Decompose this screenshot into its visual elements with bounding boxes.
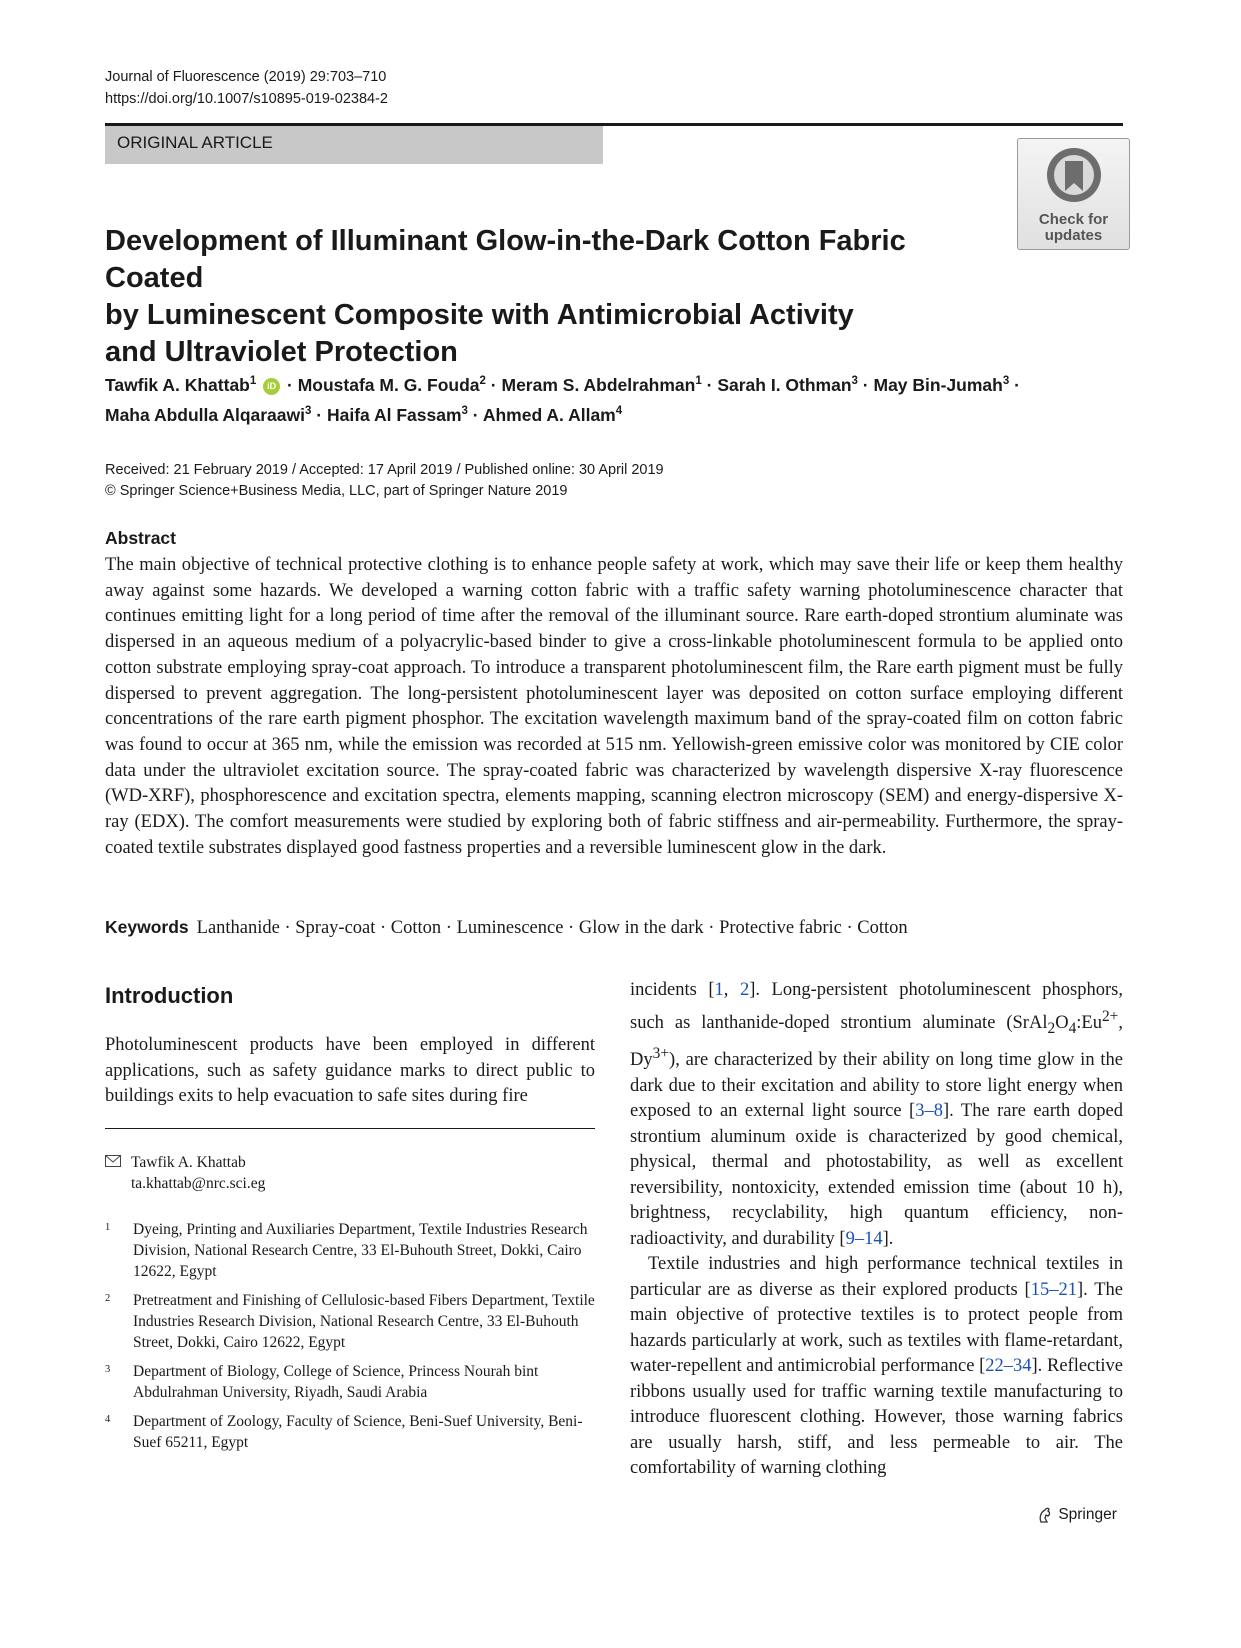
keywords-heading: Keywords: [105, 917, 189, 937]
subscript: 4: [1068, 1019, 1077, 1037]
affiliation-marker: 3: [1002, 375, 1010, 387]
affiliation-marker: 1: [249, 375, 257, 387]
paragraph: [630, 1252, 1123, 1482]
corresponding-email[interactable]: ta.khattab@nrc.sci.eg: [131, 1175, 266, 1192]
corresponding-author: [105, 1152, 265, 1194]
abstract-heading: Abstract: [105, 528, 176, 548]
text-run: Textile industries and high performance technical textiles in particular are as diverse as their explored products [: [630, 1254, 1123, 1300]
affiliation-marker: 2: [479, 375, 486, 387]
affiliation-marker: 3: [851, 375, 858, 387]
author-list: Tawfik A. Khattab$^1$ iD · Moustafa M. G. Fouda$^2$ · Meram S. Abdelrahman$^1$ · Sarah I. Othman$^3$ · May Bin-Jumah$^3$ · Maha Abdulla Alqaraawi$^3$ · Haifa Al Fassam$^3$ · Ahmed A. Allam$^4$: [105, 374, 1020, 425]
affiliation-text: Pretreatment and Finishing of Cellulosic-based Fibers Department, Textile Industries Research Division, National Research Centre, 33 El-Buhouth Street, Dokki, Cairo 12622, Egypt: [133, 1292, 595, 1351]
text-run: ]. Reflective ribbons usually used for traffic warning textile manufacturing to introduce fluorescent clothing. However, those warning fabrics are usually harsh, stiff, and less permeable to air. The comfortability of warning clothing: [630, 1356, 1123, 1478]
envelope-icon: [105, 1152, 131, 1173]
citation-link[interactable]: 1: [714, 980, 724, 1000]
author-name[interactable]: Meram S. Abdelrahman: [501, 374, 696, 395]
author-name[interactable]: Moustafa M. G. Fouda: [297, 374, 480, 395]
footnote-rule: [105, 1128, 595, 1129]
publication-dates: [105, 460, 664, 502]
text-run: ]. The rare earth doped strontium aluminum oxide is characterized by good chemical, physical, thermal and photostability, as well as excellent reversibility, nontoxicity, extended emission time (about 10 h), brightness, recyclability, high quantum efficiency, non-radioactivity, and durability [: [630, 1101, 1123, 1249]
affiliation-text: Department of Zoology, Faculty of Science, Beni-Suef University, Beni-Suef 65211, Egypt: [133, 1413, 583, 1451]
bookmark-icon: [1042, 147, 1106, 207]
affiliation-marker: 4: [615, 404, 623, 417]
corresponding-name: Tawfik A. Khattab: [131, 1154, 246, 1171]
publisher-logo: [1036, 1506, 1117, 1524]
author-name[interactable]: Haifa Al Fassam: [326, 404, 462, 425]
text-run: :Eu: [1076, 1012, 1102, 1033]
superscript: 3+: [652, 1044, 670, 1062]
affiliation-marker: 3: [305, 404, 312, 417]
affiliation-text: Dyeing, Printing and Auxiliaries Department, Textile Industries Research Division, National Research Centre, 33 El-Buhouth Street, Dokki, Cairo 12622, Egypt: [133, 1221, 588, 1280]
affiliation-number: 3: [105, 1364, 111, 1375]
author-name[interactable]: May Bin-Jumah: [873, 374, 1003, 395]
affiliation-number: 4: [105, 1414, 111, 1425]
affiliation-number: 2: [105, 1293, 111, 1304]
title-line: by Luminescent Composite with Antimicrobial Activity: [105, 299, 854, 331]
text-run: , Dy: [630, 1012, 1123, 1070]
affiliation: [105, 1290, 595, 1353]
check-updates-line1: Check for: [1038, 211, 1109, 228]
copyright-line: © Springer Science+Business Media, LLC, part of Springer Nature 2019: [105, 483, 568, 499]
abstract-text: The main objective of technical protective clothing is to enhance people safety at work, which may save their life or keep them healthy away against some hazards. We developed a warning cotton fabric with a traffic safety warning photoluminescence character that continues emitting light for a long period of time after the removal of the illuminant source. Rare earth-doped strontium aluminate was dispersed in an aqueous medium of a polyacrylic-based binder to give a cross-linkable photoluminescent formula to be applied onto cotton substrate employing spray-coat approach. To introduce a transparent photoluminescent film, the Rare earth pigment must be fully dispersed to prevent aggregation. The long-persistent photoluminescent layer was deposited on cotton surface employing different concentrations of the rare earth pigment phosphor. The excitation wavelength maximum band of the spray-coated film on cotton fabric was found to occur at 365 nm, while the emission was recorded at 515 nm. Yellowish-green emissive color was monitored by CIE color data under the ultraviolet excitation source. The spray-coated fabric was characterized by wavelength dispersive X-ray fluorescence (WD-XRF), phosphorescence and excitation spectra, elements mapping, scanning electron microscopy (SEM) and energy-dispersive X-ray (EDX). The comfort measurements were studied by exploring both of fabric stiffness and air-permeability. Furthermore, the spray-coated textile substrates displayed good fastness properties and a reversible luminescent glow in the dark.: [105, 555, 1123, 858]
paragraph: [630, 978, 1123, 1252]
title-line: and Ultraviolet Protection: [105, 336, 458, 368]
text-run: ,: [723, 980, 740, 1000]
affiliation-marker: 3: [461, 404, 468, 417]
check-updates-line2: updates: [1044, 227, 1103, 244]
keywords-list: Lanthanide · Spray-coat · Cotton · Luminescence · Glow in the dark · Protective fabric · Cotton: [196, 918, 908, 938]
affiliation-text: Department of Biology, College of Science, Princess Nourah bint Abdulrahman University, Riyadh, Saudi Arabia: [133, 1363, 539, 1401]
doi-link[interactable]: https://doi.org/10.1007/s10895-019-02384-2: [105, 91, 388, 107]
history-line: Received: 21 February 2019 / Accepted: 17 April 2019 / Published online: 30 April 2019: [105, 462, 664, 478]
superscript: 2+: [1101, 1007, 1119, 1025]
affiliation: [105, 1361, 595, 1403]
citation-link[interactable]: 15–21: [1030, 1279, 1077, 1300]
publisher-name: Springer: [1058, 1506, 1117, 1524]
right-column-text: [630, 978, 1123, 1482]
journal-line: Journal of Fluorescence (2019) 29:703–710: [105, 69, 387, 85]
affiliation-number: 1: [105, 1222, 111, 1233]
text-run: ]. The main objective of protective textiles is to protect people from hazards particularly at work, such as textiles with flame-retardant, water-repellent and antimicrobial performance [: [630, 1279, 1123, 1376]
text-run: ].: [882, 1228, 894, 1249]
text-run: ), are characterized by their ability on long time glow in the dark due to their excitation and ability to store light energy when exposed to an external light source [: [630, 1050, 1123, 1121]
introduction-heading: Introduction: [105, 983, 234, 1008]
check-for-updates-badge[interactable]: [1017, 138, 1130, 250]
author-name[interactable]: Tawfik A. Khattab: [105, 374, 250, 395]
citation-link[interactable]: 22–34: [985, 1356, 1032, 1376]
journal-reference: [105, 66, 388, 110]
orcid-icon[interactable]: iD: [263, 378, 280, 395]
paper-title: [105, 223, 1005, 371]
citation-link[interactable]: 9–14: [845, 1228, 883, 1249]
text-run: O: [1055, 1012, 1069, 1033]
affiliation: [105, 1411, 595, 1453]
springer-horse-icon: [1036, 1506, 1054, 1524]
affiliation-marker: 1: [695, 375, 702, 387]
author-name[interactable]: Maha Abdulla Alqaraawi: [105, 404, 305, 425]
text-run: incidents [: [630, 980, 715, 1000]
article-type: ORIGINAL ARTICLE: [117, 133, 273, 152]
introduction-text: Photoluminescent products have been employed in different applications, such as safety guidance marks to direct public to buildings exits to help evacuation to safe sites during fire: [105, 1035, 595, 1106]
keywords: [105, 915, 1123, 941]
author-name[interactable]: Ahmed A. Allam: [482, 404, 616, 425]
text-run: ]. Long-persistent photoluminescent phosphors, such as lanthanide-doped strontium aluminate (SrAl: [630, 980, 1123, 1033]
citation-link[interactable]: 3–8: [915, 1101, 943, 1121]
subscript: 2: [1047, 1019, 1056, 1037]
author-name[interactable]: Sarah I. Othman: [717, 374, 852, 395]
citation-link[interactable]: 2: [739, 980, 750, 1000]
title-line: Development of Illuminant Glow-in-the-Dark Cotton Fabric Coated: [105, 225, 906, 294]
affiliation: [105, 1219, 595, 1282]
